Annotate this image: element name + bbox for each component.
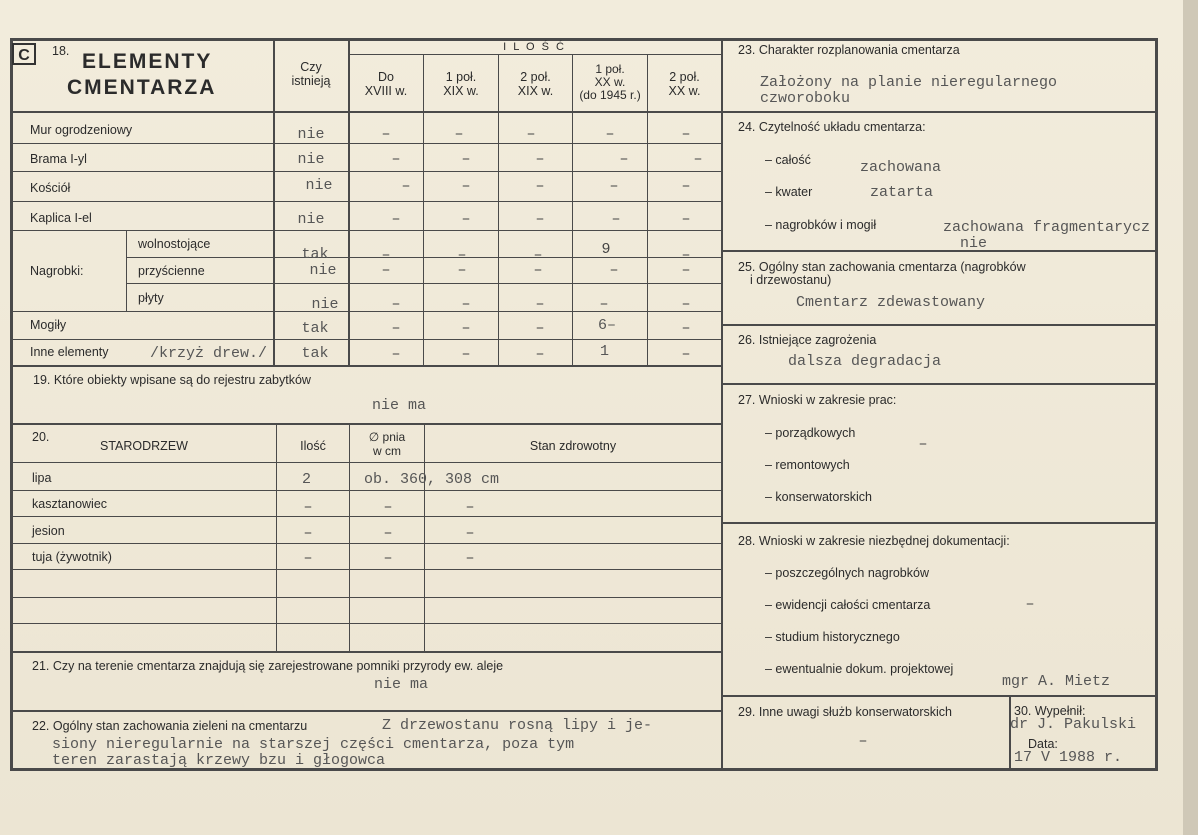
sec29-divider xyxy=(1009,695,1011,771)
sec25-label-line1: 25. Ogólny stan zachowania cmentarza (nagrobków xyxy=(738,260,1026,274)
exists-value: nie xyxy=(297,126,325,143)
sec20-col-diam: ∅ pnia w cm xyxy=(368,430,406,458)
col-exists-header: Czy istnieją xyxy=(291,60,331,88)
period-col-2: 2 poł. XIX w. xyxy=(517,70,554,98)
period-value: – xyxy=(535,296,545,313)
sec24-label: 24. Czytelność układu cmentarza: xyxy=(738,120,926,134)
sec21-value: nie ma xyxy=(374,676,429,693)
row-sub-wall: przyścienne xyxy=(138,264,205,278)
sec30-value: dr J. Pakulski xyxy=(1010,716,1137,733)
period-value: – xyxy=(535,320,545,337)
row-sub-slabs: płyty xyxy=(138,291,164,305)
sec20-row xyxy=(10,516,721,517)
sec28-item: – ewentualnie dokum. projektowej xyxy=(765,662,954,676)
title-line1: ELEMENTY xyxy=(82,50,213,73)
period-value: – xyxy=(535,151,545,168)
sec21-bottom xyxy=(10,710,721,712)
period-value: – xyxy=(461,296,471,313)
sec20-col xyxy=(424,423,425,652)
sec20-row xyxy=(10,623,721,624)
sec25-label-line2: i drzewostanu) xyxy=(750,273,832,287)
period-value: – xyxy=(681,247,691,264)
sec27-value: – xyxy=(918,436,928,453)
period-col-3: 1 poł. XX w. (do 1945 r.) xyxy=(579,62,641,102)
sec24-value-graves: zachowana fragmentarycz xyxy=(943,219,1151,236)
period-value: – xyxy=(611,211,621,228)
period-value: – xyxy=(391,320,401,337)
row-line xyxy=(126,283,721,284)
period-value: – xyxy=(381,247,391,264)
period-value: – xyxy=(535,211,545,228)
sec22-label: 22. Ogólny stan zachowania zieleni na cmentarzu xyxy=(32,719,308,733)
period-value: – xyxy=(526,126,536,143)
sec28-item: – poszczególnych nagrobków xyxy=(765,566,929,580)
row-label-wall: Mur ogrodzeniowy xyxy=(30,123,133,137)
sec24-item-graves: – nagrobków i mogił xyxy=(765,218,877,232)
row-label-chapel: Kaplica I-el xyxy=(30,211,92,225)
tree-diam: – xyxy=(383,525,393,542)
tree-name: tuja (żywotnik) xyxy=(32,550,112,564)
tree-diam: – xyxy=(383,499,393,516)
sec24-item-whole: – całość xyxy=(765,153,811,167)
sec22-value-line3: teren zarastają krzewy bzu i głogowca xyxy=(52,752,386,769)
sec28-item: – ewidencji całości cmentarza xyxy=(765,598,931,612)
sec19-bottom xyxy=(10,423,721,425)
sec20-header-line xyxy=(10,462,721,463)
period-value: – xyxy=(401,178,411,195)
tree-diam: ob. 360, 308 cm xyxy=(364,471,500,488)
date-label: Data: xyxy=(1028,737,1058,751)
exists-value: nie xyxy=(311,296,339,313)
period-value: – xyxy=(681,346,691,363)
sec30-label: 30. Wypełnił: xyxy=(1014,704,1086,718)
period-value: – xyxy=(391,211,401,228)
sec24-value-whole: zachowana xyxy=(860,159,942,176)
period-value: – xyxy=(681,126,691,143)
period-value: – xyxy=(535,178,545,195)
sec20-row xyxy=(10,490,721,491)
sec22-value-line1: Z drzewostanu rosną lipy i je- xyxy=(382,717,653,734)
sec19-value: nie ma xyxy=(372,397,427,414)
row-line xyxy=(10,201,721,202)
sec20-col xyxy=(276,423,277,652)
col-line-p1 xyxy=(423,54,424,366)
row-line xyxy=(126,257,721,258)
title-line2: CMENTARZA xyxy=(67,76,217,99)
row-line xyxy=(10,339,721,340)
sec20-title: STARODRZEW xyxy=(100,439,188,453)
exists-value: tak xyxy=(301,320,329,337)
period-col-4: 2 poł. XX w. xyxy=(668,70,701,98)
row-other-detail: /krzyż drew./ xyxy=(150,345,268,362)
tree-name: jesion xyxy=(32,524,65,538)
period-value: – xyxy=(454,126,464,143)
period-value: – xyxy=(609,178,619,195)
period-value: – xyxy=(461,320,471,337)
row-label-graves: Nagrobki: xyxy=(30,264,84,278)
sec25-bottom xyxy=(721,324,1158,326)
period-value: 9 xyxy=(601,241,611,258)
row-label-other: Inne elementy xyxy=(30,345,109,359)
period-value: – xyxy=(533,262,543,279)
sec18-bottom xyxy=(10,365,721,367)
period-value: – xyxy=(461,211,471,228)
ilosc-header: I L O Ś Ć xyxy=(503,41,566,53)
period-value: – xyxy=(457,262,467,279)
exists-value: nie xyxy=(297,151,325,168)
period-value: – xyxy=(605,126,615,143)
row-sub-freestanding: wolnostojące xyxy=(138,237,211,251)
period-value: – xyxy=(381,262,391,279)
sec24-bottom xyxy=(721,250,1158,252)
sec27-label: 27. Wnioski w zakresie prac: xyxy=(738,393,897,407)
sec26-bottom xyxy=(721,383,1158,385)
period-value: 1 xyxy=(600,343,610,360)
sec23-value-line2: czworoboku xyxy=(760,90,851,107)
period-col-1: 1 poł. XIX w. xyxy=(443,70,479,98)
sec27-item: – porządkowych xyxy=(765,426,856,440)
sec27-item: – remontowych xyxy=(765,458,850,472)
period-value: – xyxy=(461,178,471,195)
period-value: – xyxy=(599,296,609,313)
sec27-item: – konserwatorskich xyxy=(765,490,872,504)
period-col-0: Do XVIII w. xyxy=(364,70,408,98)
sec23-bottom xyxy=(721,111,1158,113)
nagrobki-sub-line xyxy=(126,230,127,311)
ilosc-header-line xyxy=(348,54,721,55)
sec23-label: 23. Charakter rozplanowania cmentarza xyxy=(738,43,960,57)
sec28-item: – studium historycznego xyxy=(765,630,900,644)
sec29-value: – xyxy=(858,733,868,750)
sec23-value-line1: Założony na planie nieregularnego xyxy=(760,74,1058,91)
sec26-label: 26. Istniejące zagrożenia xyxy=(738,333,877,347)
sec25-value: Cmentarz zdewastowany xyxy=(796,294,986,311)
sec20-col-qty: Ilość xyxy=(300,439,326,453)
period-value: – xyxy=(457,247,467,264)
period-value: – xyxy=(693,151,703,168)
row-label-church: Kościół xyxy=(30,181,71,195)
row-line xyxy=(10,171,721,172)
center-divider xyxy=(721,38,723,771)
period-value: – xyxy=(381,126,391,143)
tree-qty: – xyxy=(303,525,313,542)
sec28-value: – xyxy=(1025,596,1035,613)
period-value: – xyxy=(619,151,629,168)
exists-value: nie xyxy=(305,177,333,194)
sec21-label: 21. Czy na terenie cmentarza znajdują się zarejestrowane pomniki przyrody ew. aleje xyxy=(32,659,504,673)
sec20-bottom xyxy=(10,651,721,653)
sec20-row xyxy=(10,597,721,598)
period-value: – xyxy=(535,346,545,363)
sec28-label: 28. Wnioski w zakresie niezbędnej dokumentacji: xyxy=(738,534,1010,548)
period-value: – xyxy=(533,247,543,264)
period-value: – xyxy=(461,151,471,168)
sec27-bottom xyxy=(721,522,1158,524)
row-label-gate: Brama I-yl xyxy=(30,152,87,166)
period-value: – xyxy=(681,296,691,313)
sec28-bottom xyxy=(721,695,1158,697)
date-value: 17 V 1988 r. xyxy=(1014,749,1123,766)
period-value: – xyxy=(391,151,401,168)
card-letter-badge: C xyxy=(12,43,36,65)
sec18-number: 18. xyxy=(52,44,70,58)
period-value: – xyxy=(681,262,691,279)
sec20-row xyxy=(10,543,721,544)
period-value: – xyxy=(609,262,619,279)
exists-value: tak xyxy=(301,345,329,362)
row-line xyxy=(10,311,721,312)
sec24-item-quarters: – kwater xyxy=(765,185,813,199)
period-value: – xyxy=(391,296,401,313)
period-value: – xyxy=(681,211,691,228)
sec29-label: 29. Inne uwagi służb konserwatorskich xyxy=(738,705,953,719)
period-value: – xyxy=(681,320,691,337)
sec28-signature: mgr A. Mietz xyxy=(1002,673,1111,690)
tree-health: – xyxy=(465,525,475,542)
exists-value: nie xyxy=(309,262,337,279)
tree-diam: – xyxy=(383,550,393,567)
row-line xyxy=(10,230,721,231)
sec22-value-line2: siony nieregularnie na starszej części cmentarza, poza tym xyxy=(52,736,575,753)
sec24-value-graves-cont: nie xyxy=(960,235,988,252)
tree-name: kasztanowiec xyxy=(32,497,108,511)
card-edge xyxy=(1183,0,1198,835)
tree-qty: 2 xyxy=(302,471,312,488)
period-value: 6– xyxy=(598,317,617,334)
sec19-label: 19. Które obiekty wpisane są do rejestru zabytków xyxy=(33,373,311,387)
sec26-value: dalsza degradacja xyxy=(788,353,942,370)
sec20-number: 20. xyxy=(32,430,50,444)
sec24-value-quarters: zatarta xyxy=(870,184,934,201)
exists-value: nie xyxy=(297,211,325,228)
tree-name: lipa xyxy=(32,471,52,485)
header-bottom-line xyxy=(10,111,721,113)
exists-value: tak xyxy=(301,246,329,263)
period-value: – xyxy=(681,178,691,195)
period-value: – xyxy=(391,346,401,363)
row-line xyxy=(10,143,721,144)
tree-health: – xyxy=(465,550,475,567)
row-label-tombs: Mogiły xyxy=(30,318,67,332)
col-line-p2 xyxy=(498,54,499,366)
tree-qty: – xyxy=(303,499,313,516)
sec20-col-health: Stan zdrowotny xyxy=(529,439,617,453)
tree-health: – xyxy=(465,499,475,516)
sec20-row xyxy=(10,569,721,570)
tree-qty: – xyxy=(303,550,313,567)
period-value: – xyxy=(461,346,471,363)
